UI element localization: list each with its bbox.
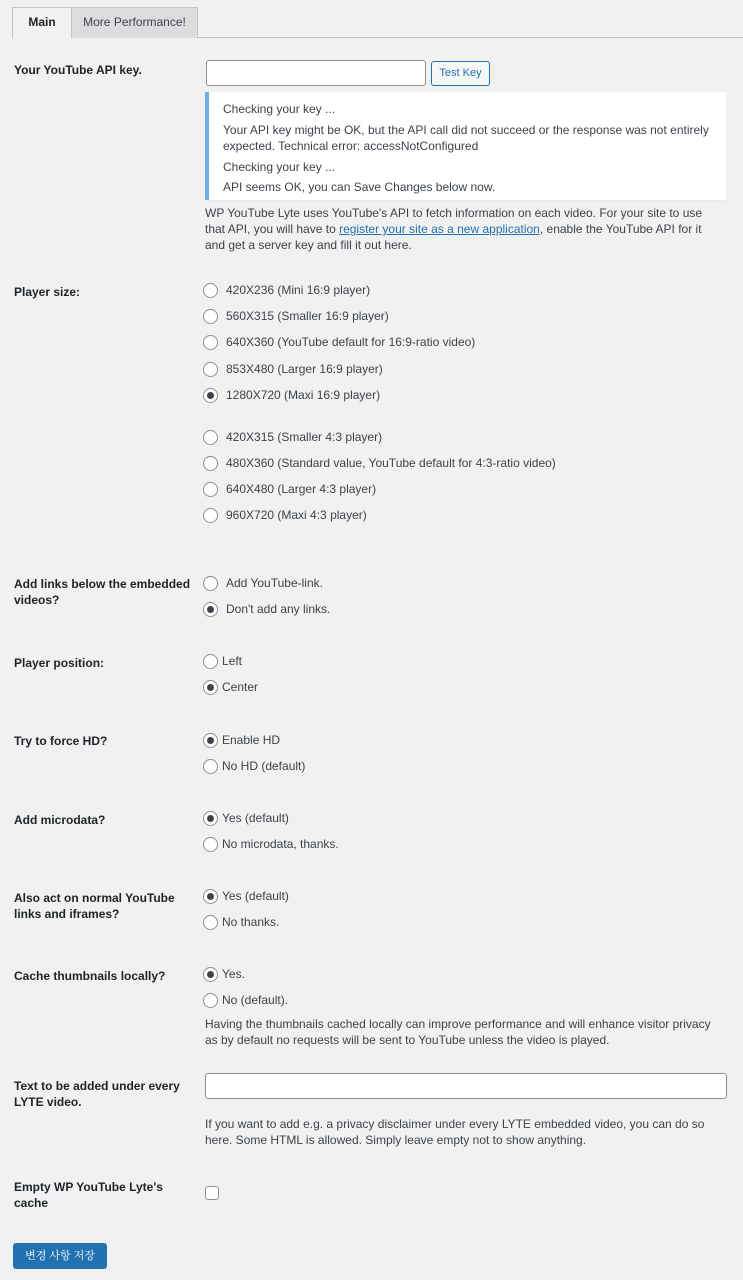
cache-thumbnails-option[interactable] bbox=[203, 965, 245, 983]
label-line: Text to be added under every bbox=[14, 1079, 180, 1093]
label-line: Empty WP YouTube Lyte's bbox=[14, 1180, 163, 1194]
normal-links-option[interactable] bbox=[203, 913, 279, 931]
radio-button[interactable] bbox=[203, 680, 218, 695]
option-label: Yes. bbox=[222, 967, 245, 981]
player-size-option[interactable] bbox=[203, 281, 370, 299]
radio-button[interactable] bbox=[203, 654, 218, 669]
option-label: 560X315 (Smaller 16:9 player) bbox=[226, 309, 389, 323]
player-size-label: Player size: bbox=[14, 285, 81, 299]
microdata-option[interactable] bbox=[203, 809, 289, 827]
empty-cache-label bbox=[14, 1179, 163, 1211]
empty-cache-checkbox[interactable] bbox=[205, 1186, 219, 1200]
option-label: Enable HD bbox=[222, 733, 281, 747]
normal-links-label bbox=[14, 890, 175, 922]
option-label: Left bbox=[222, 654, 243, 668]
radio-button[interactable] bbox=[203, 967, 218, 982]
notice-line: Checking your key ... bbox=[223, 102, 336, 116]
player-size-option[interactable] bbox=[203, 360, 383, 378]
api-check-notice bbox=[205, 92, 726, 200]
save-changes-button[interactable]: 변경 사항 저장 bbox=[13, 1243, 107, 1269]
player-size-option[interactable] bbox=[203, 428, 382, 446]
notice-line: Checking your key ... bbox=[223, 160, 336, 174]
option-label: Add YouTube-link. bbox=[226, 576, 323, 590]
option-label: 480X360 (Standard value, YouTube default for 4:3-ratio video) bbox=[226, 456, 556, 470]
player-size-option[interactable] bbox=[203, 454, 556, 472]
radio-button[interactable] bbox=[203, 335, 218, 350]
option-label: 640X480 (Larger 4:3 player) bbox=[226, 482, 377, 496]
label-line: cache bbox=[14, 1196, 49, 1210]
player-position-option[interactable] bbox=[203, 652, 242, 670]
radio-button[interactable] bbox=[203, 309, 218, 324]
option-label: No microdata, thanks. bbox=[222, 837, 339, 851]
label-line: links and iframes? bbox=[14, 907, 120, 921]
api-key-input[interactable] bbox=[206, 60, 426, 86]
api-key-label: Your YouTube API key. bbox=[14, 63, 142, 77]
desc-text: , enable the YouTube API for it bbox=[539, 222, 702, 236]
option-label: 640X360 (YouTube default for 16:9-ratio video) bbox=[226, 335, 476, 349]
radio-button[interactable] bbox=[203, 388, 218, 403]
cache-thumbnails-label: Cache thumbnails locally? bbox=[14, 969, 166, 983]
text-under-input[interactable] bbox=[205, 1073, 727, 1099]
api-key-description-1: WP YouTube Lyte uses YouTube's API to fetch information on each video. For your site to use bbox=[205, 206, 703, 220]
label-line: videos? bbox=[14, 593, 60, 607]
player-size-option[interactable] bbox=[203, 386, 380, 404]
radio-button[interactable] bbox=[203, 456, 218, 471]
links-below-option[interactable] bbox=[203, 600, 330, 618]
radio-button[interactable] bbox=[203, 508, 218, 523]
radio-button[interactable] bbox=[203, 602, 218, 617]
option-label: Yes (default) bbox=[222, 889, 289, 903]
label-line: Also act on normal YouTube bbox=[14, 891, 175, 905]
radio-button[interactable] bbox=[203, 759, 218, 774]
player-size-option[interactable] bbox=[203, 333, 475, 351]
label-line: LYTE video. bbox=[14, 1095, 82, 1109]
option-label: 420X315 (Smaller 4:3 player) bbox=[226, 430, 383, 444]
notice-line: API seems OK, you can Save Changes below now. bbox=[223, 180, 496, 194]
desc-text: that API, you will have to bbox=[205, 222, 340, 236]
option-label: 420X236 (Mini 16:9 player) bbox=[226, 283, 371, 297]
player-position-option[interactable] bbox=[203, 678, 258, 696]
radio-button[interactable] bbox=[203, 915, 218, 930]
player-size-option[interactable] bbox=[203, 480, 376, 498]
option-label: No HD (default) bbox=[222, 759, 306, 773]
option-label: 1280X720 (Maxi 16:9 player) bbox=[226, 388, 381, 402]
cache-thumbnails-description-1: Having the thumbnails cached locally can improve performance and will enhance visitor privacy bbox=[205, 1017, 711, 1031]
option-label: Yes (default) bbox=[222, 811, 289, 825]
radio-button[interactable] bbox=[203, 733, 218, 748]
player-size-option[interactable] bbox=[203, 307, 389, 325]
force-hd-option[interactable] bbox=[203, 731, 280, 749]
option-label: 960X720 (Maxi 4:3 player) bbox=[226, 508, 367, 522]
option-label: Don't add any links. bbox=[226, 602, 331, 616]
radio-button[interactable] bbox=[203, 837, 218, 852]
api-key-description-2 bbox=[205, 221, 702, 237]
label-line: Add links below the embedded bbox=[14, 577, 191, 591]
option-label: No (default). bbox=[222, 993, 289, 1007]
radio-button[interactable] bbox=[203, 430, 218, 445]
radio-button[interactable] bbox=[203, 889, 218, 904]
player-position-label: Player position: bbox=[14, 656, 105, 670]
api-key-description-3: and get a server key and fill it out here. bbox=[205, 238, 412, 252]
cache-thumbnails-description-2: as by default no requests will be sent to YouTube unless the video is played. bbox=[205, 1033, 610, 1047]
radio-button[interactable] bbox=[203, 283, 218, 298]
cache-thumbnails-option[interactable] bbox=[203, 991, 288, 1009]
microdata-option[interactable] bbox=[203, 835, 339, 853]
test-key-button[interactable]: Test Key bbox=[431, 61, 490, 86]
tab-main[interactable]: Main bbox=[12, 7, 72, 39]
text-under-description-1: If you want to add e.g. a privacy disclaimer under every LYTE embedded video, you can do so bbox=[205, 1117, 705, 1131]
radio-button[interactable] bbox=[203, 362, 218, 377]
register-app-link[interactable]: register your site as a new application bbox=[339, 222, 540, 236]
notice-line: Your API key might be OK, but the API call did not succeed or the response was not entirely bbox=[223, 123, 709, 137]
radio-button[interactable] bbox=[203, 811, 218, 826]
force-hd-option[interactable] bbox=[203, 757, 305, 775]
microdata-label: Add microdata? bbox=[14, 813, 106, 827]
normal-links-option[interactable] bbox=[203, 887, 289, 905]
text-under-label bbox=[14, 1078, 180, 1110]
force-hd-label: Try to force HD? bbox=[14, 734, 108, 748]
option-label: 853X480 (Larger 16:9 player) bbox=[226, 362, 383, 376]
tab-more-performance[interactable]: More Performance! bbox=[71, 7, 198, 38]
radio-button[interactable] bbox=[203, 993, 218, 1008]
radio-button[interactable] bbox=[203, 482, 218, 497]
text-under-description-2: here. Some HTML is allowed. Simply leave empty not to show anything. bbox=[205, 1133, 587, 1147]
option-label: Center bbox=[222, 680, 259, 694]
links-below-option[interactable] bbox=[203, 574, 323, 592]
radio-button[interactable] bbox=[203, 576, 218, 591]
notice-line: expected. Technical error: accessNotConfigured bbox=[223, 139, 479, 153]
option-label: No thanks. bbox=[222, 915, 280, 929]
links-below-label bbox=[14, 576, 190, 608]
player-size-option[interactable] bbox=[203, 506, 367, 524]
